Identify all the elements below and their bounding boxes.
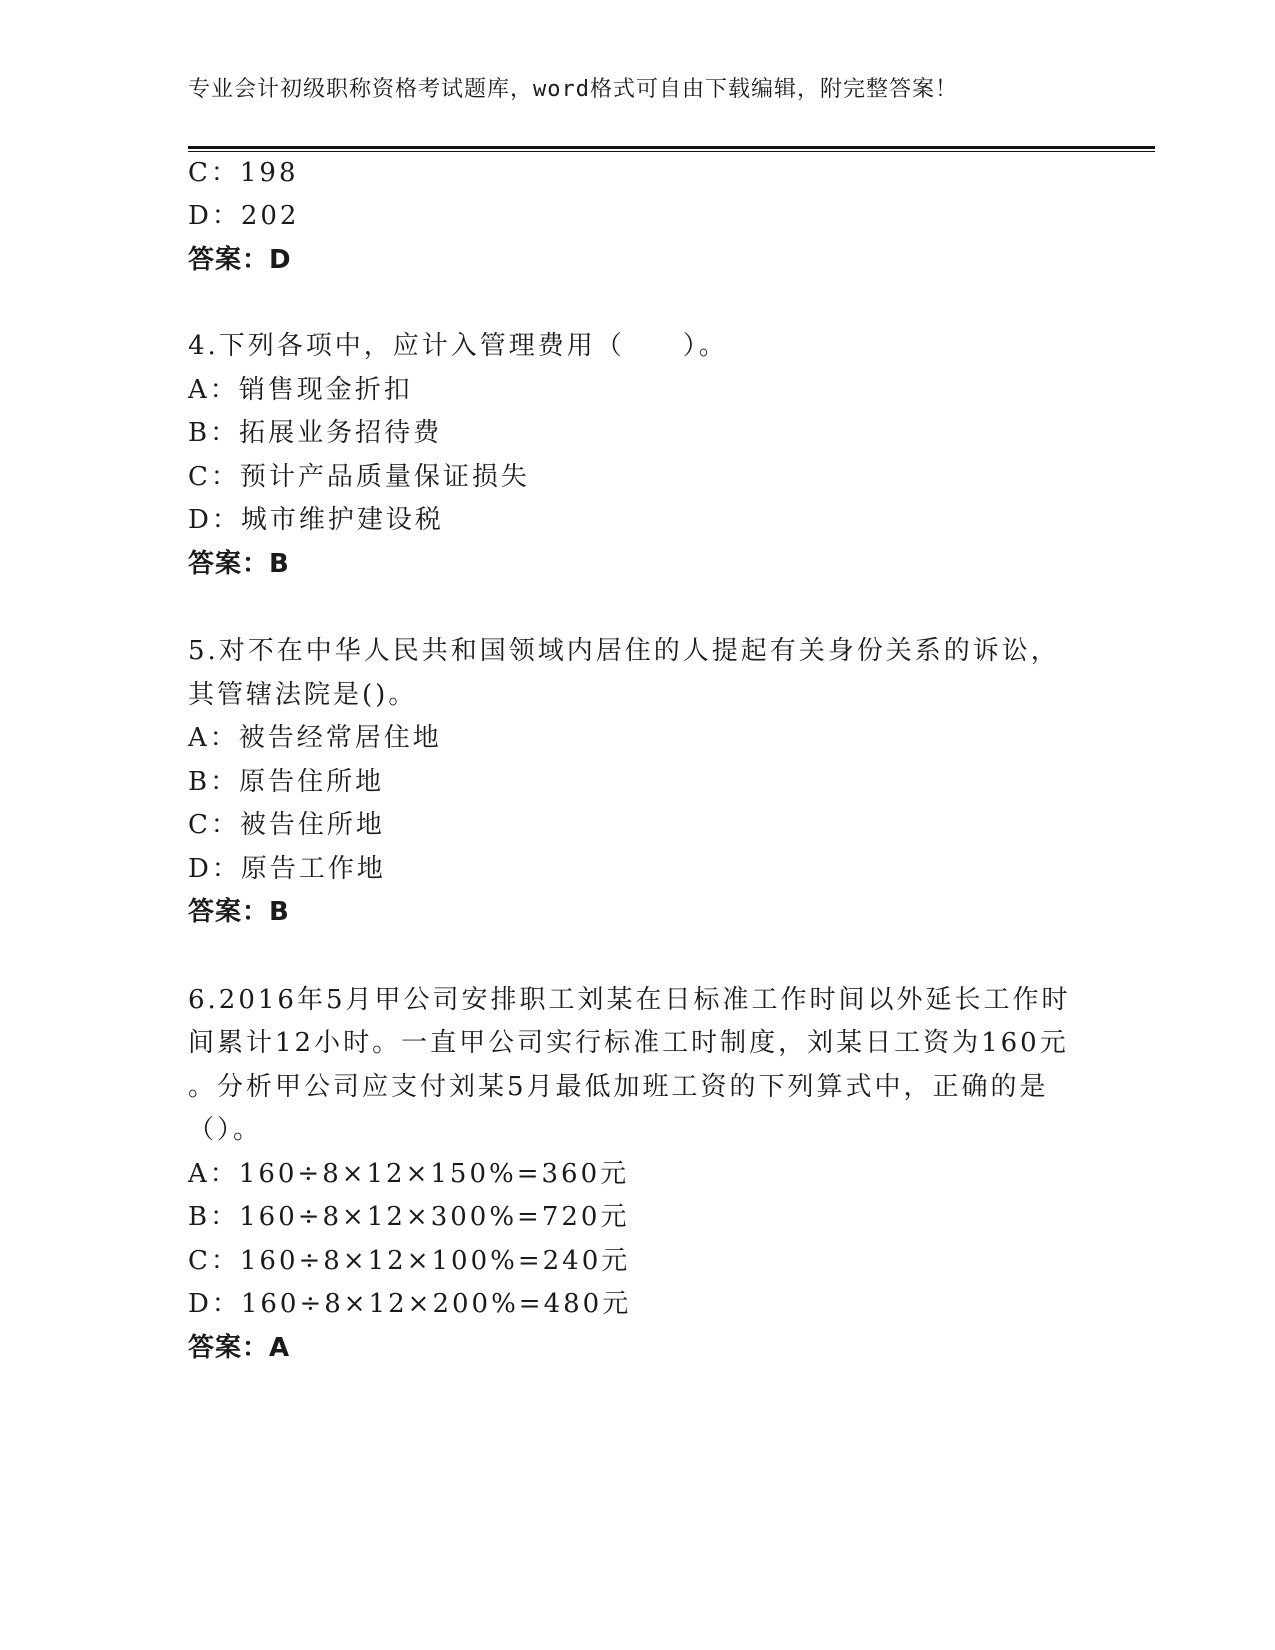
q5-stem-line-2: 其管辖法院是()。	[188, 680, 418, 710]
q6-option-d: D：160÷8×12×200%=480元	[188, 1289, 632, 1319]
q6-stem-line-2: 间累计12小时。一直甲公司实行标准工时制度，刘某日工资为160元	[188, 1028, 1069, 1058]
q5-option-d: D：原告工作地	[188, 854, 386, 884]
q5-option-c: C：被告住所地	[188, 810, 385, 840]
q5-option-b: B：原告住所地	[188, 767, 385, 797]
q5-stem-line-1: 5.对不在中华人民共和国领域内居住的人提起有关身份关系的诉讼，	[188, 636, 1060, 666]
q5-option-a: A：被告经常居住地	[188, 723, 442, 753]
prev-answer: 答案：D	[188, 245, 292, 275]
q6-option-a: A：160÷8×12×150%=360元	[188, 1159, 630, 1189]
header-rule-thin	[188, 151, 1155, 152]
q4-stem-line-1: 4.下列各项中，应计入管理费用（ ）。	[188, 331, 728, 361]
header-rule-thick	[188, 146, 1155, 149]
q4-option-b: B：拓展业务招待费	[188, 418, 443, 448]
q6-stem-line-1: 6.2016年5月甲公司安排职工刘某在日标准工作时间以外延长工作时	[188, 985, 1071, 1015]
q5-answer: 答案：B	[188, 897, 290, 927]
page-header: 专业会计初级职称资格考试题库，word格式可自由下载编辑，附完整答案！	[188, 77, 958, 102]
q6-stem-line-3: 。分析甲公司应支付刘某5月最低加班工资的下列算式中，正确的是	[188, 1072, 1049, 1102]
q6-answer: 答案：A	[188, 1333, 291, 1363]
q4-option-d: D：城市维护建设税	[188, 505, 444, 535]
q4-option-a: A：销售现金折扣	[188, 375, 413, 405]
q6-option-b: B：160÷8×12×300%=720元	[188, 1202, 630, 1232]
prev-option-d: D：202	[188, 201, 300, 231]
q6-option-c: C：160÷8×12×100%=240元	[188, 1246, 631, 1276]
q4-option-c: C：预计产品质量保证损失	[188, 462, 530, 492]
q6-stem-line-4: （）。	[188, 1115, 263, 1145]
q4-answer: 答案：B	[188, 549, 290, 579]
prev-option-c: C：198	[188, 158, 299, 188]
